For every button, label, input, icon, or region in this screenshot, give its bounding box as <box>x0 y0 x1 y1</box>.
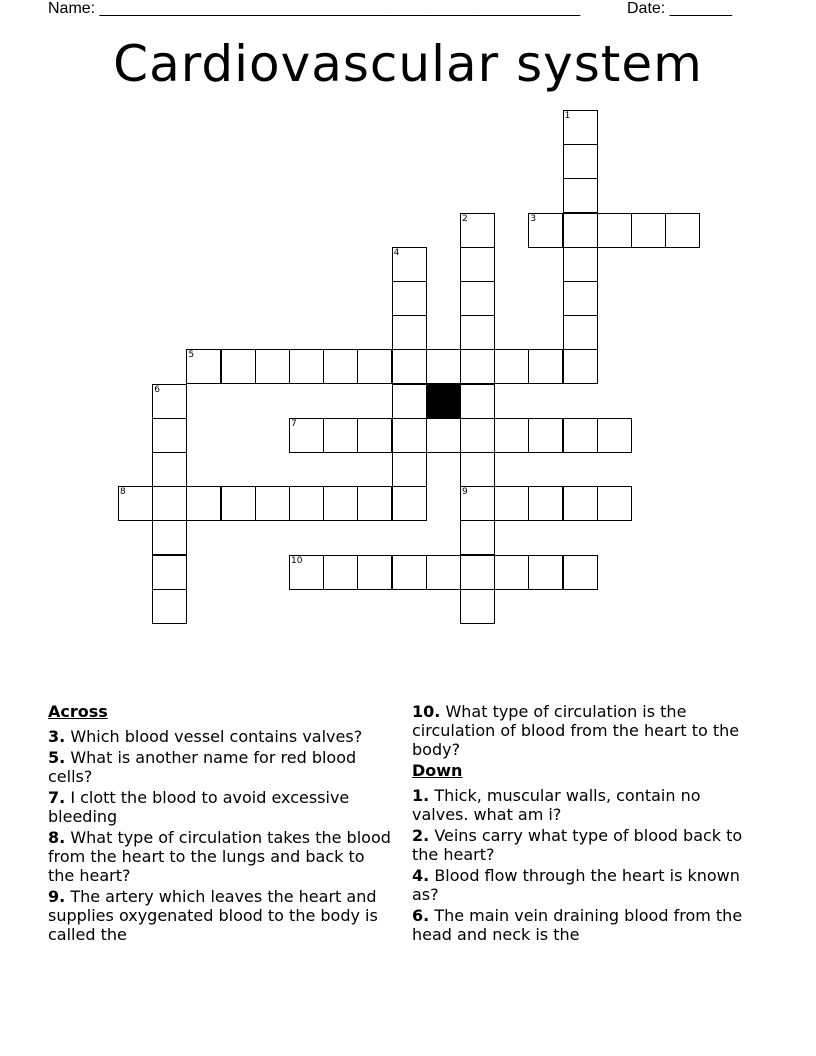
grid-cell[interactable] <box>357 349 392 384</box>
clue-text: What type of circulation takes the blood from the heart to the lungs and back to the heart? <box>48 828 391 885</box>
clue-number: 6 <box>154 384 160 395</box>
clue-num: 5. <box>48 748 66 767</box>
clue-text: I clott the blood to avoid excessive bleeding <box>48 788 350 826</box>
grid-cell[interactable] <box>563 178 598 213</box>
grid-cell[interactable] <box>323 349 358 384</box>
grid-cell[interactable] <box>289 486 324 521</box>
date-line[interactable]: _______ <box>669 0 732 17</box>
clue-item <box>412 786 762 824</box>
across-clue-list <box>48 727 393 944</box>
grid-cell[interactable] <box>494 555 529 590</box>
grid-cell[interactable] <box>152 520 187 555</box>
grid-cell[interactable] <box>426 555 461 590</box>
grid-cell[interactable] <box>563 486 598 521</box>
grid-cell[interactable] <box>563 315 598 350</box>
grid-cell[interactable] <box>392 418 427 453</box>
grid-cell[interactable] <box>665 213 700 248</box>
clue-num: 2. <box>412 826 430 845</box>
clue-item <box>48 727 393 746</box>
grid-cell[interactable] <box>426 349 461 384</box>
grid-cell[interactable] <box>460 247 495 282</box>
down-heading: Down <box>412 761 463 780</box>
grid-cell[interactable] <box>152 418 187 453</box>
clue-number: 2 <box>462 213 468 224</box>
grid-cell[interactable] <box>426 418 461 453</box>
clue-number: 9 <box>462 487 468 498</box>
grid-cell[interactable] <box>392 555 427 590</box>
clue-number: 1 <box>564 111 571 121</box>
down-clue-list <box>412 786 762 944</box>
clue-item <box>412 866 762 904</box>
grid-cell-2[interactable] <box>460 213 495 248</box>
grid-cell[interactable] <box>528 486 563 521</box>
clue-item <box>48 887 393 944</box>
grid-cell[interactable] <box>392 281 427 316</box>
clue-num: 7. <box>48 788 66 807</box>
name-line[interactable]: ______________________________________________________ <box>99 0 581 17</box>
clue-num: 8. <box>48 828 66 847</box>
grid-cell-10[interactable] <box>289 555 324 590</box>
clue-num: 4. <box>412 866 430 885</box>
clue-item <box>412 826 762 864</box>
clue-num: 6. <box>412 906 430 925</box>
grid-cell[interactable] <box>563 349 598 384</box>
grid-cell[interactable] <box>460 520 495 555</box>
grid-cell[interactable] <box>563 213 598 248</box>
clue-text: What type of circulation is the circulation of blood from the heart to the body? <box>412 702 740 759</box>
grid-cell[interactable] <box>323 486 358 521</box>
grid-cell[interactable] <box>528 418 563 453</box>
grid-cell[interactable] <box>392 315 427 350</box>
page-title: Cardiovascular system <box>113 35 703 93</box>
across-heading: Across <box>48 702 108 721</box>
grid-cell-8[interactable] <box>118 486 153 521</box>
clue-text: Veins carry what type of blood back to the heart? <box>412 826 743 864</box>
grid-cell-6[interactable] <box>152 384 187 419</box>
clue-text: Blood flow through the heart is known as? <box>412 866 740 904</box>
clue-item <box>48 748 393 786</box>
grid-cell[interactable] <box>152 589 187 624</box>
clue-number: 7 <box>291 418 297 429</box>
grid-cell[interactable] <box>597 213 632 248</box>
clue-item <box>48 788 393 826</box>
grid-cell[interactable] <box>323 418 358 453</box>
grid-cell[interactable] <box>357 418 392 453</box>
grid-cell[interactable] <box>460 281 495 316</box>
grid-cell[interactable] <box>494 349 529 384</box>
across-clue-list-continued <box>412 702 762 759</box>
grid-cell[interactable] <box>563 247 598 282</box>
grid-cell[interactable] <box>357 486 392 521</box>
grid-cell[interactable] <box>528 555 563 590</box>
grid-cell[interactable] <box>494 486 529 521</box>
grid-cell[interactable] <box>255 486 290 521</box>
grid-cell[interactable] <box>494 418 529 453</box>
clue-text: Which blood vessel contains valves? <box>70 727 363 746</box>
clues-right-column <box>412 702 762 946</box>
clue-num: 9. <box>48 887 66 906</box>
grid-cell[interactable] <box>152 555 187 590</box>
grid-cell[interactable] <box>323 555 358 590</box>
grid-cell[interactable] <box>563 555 598 590</box>
clue-num: 10. <box>412 702 441 721</box>
grid-cell[interactable] <box>563 418 598 453</box>
grid-cell-7[interactable] <box>289 418 324 453</box>
clue-text: The main vein draining blood from the head and neck is the <box>412 906 743 944</box>
grid-cell[interactable] <box>528 349 563 384</box>
grid-cell[interactable] <box>597 486 632 521</box>
clue-item <box>412 906 762 944</box>
grid-cell[interactable] <box>563 144 598 179</box>
grid-cell[interactable] <box>221 349 256 384</box>
grid-cell[interactable] <box>392 486 427 521</box>
grid-cell[interactable] <box>460 384 495 419</box>
grid-cell-9[interactable] <box>460 486 495 521</box>
clue-text: Thick, muscular walls, contain no valves. what am i? <box>412 786 701 824</box>
grid-cell[interactable] <box>392 384 427 419</box>
grid-cell[interactable] <box>563 281 598 316</box>
clue-number: 10 <box>291 555 303 566</box>
date-label: Date: <box>627 0 666 17</box>
clue-item <box>412 702 762 759</box>
name-label: Name: <box>48 0 96 17</box>
grid-cell[interactable] <box>152 486 187 521</box>
grid-cell[interactable] <box>392 452 427 487</box>
grid-cell[interactable] <box>255 349 290 384</box>
clue-number: 5 <box>188 350 195 361</box>
clues-left-column <box>48 702 393 946</box>
clue-number: 8 <box>120 487 126 498</box>
grid-cell[interactable] <box>186 486 221 521</box>
grid-cell[interactable] <box>597 418 632 453</box>
grid-cell[interactable] <box>460 555 495 590</box>
grid-cell-5[interactable] <box>186 349 221 384</box>
grid-cell[interactable] <box>392 349 427 384</box>
clue-text: What is another name for red blood cells? <box>48 748 357 786</box>
clue-num: 3. <box>48 727 66 746</box>
grid-cell[interactable] <box>460 315 495 350</box>
grid-cell[interactable] <box>357 555 392 590</box>
grid-cell[interactable] <box>631 213 666 248</box>
grid-cell[interactable] <box>460 452 495 487</box>
grid-cell[interactable] <box>460 349 495 384</box>
grid-cell[interactable] <box>460 418 495 453</box>
grid-cell-4[interactable] <box>392 247 427 282</box>
clue-number: 3 <box>530 213 537 224</box>
grid-cell[interactable] <box>289 349 324 384</box>
clue-num: 1. <box>412 786 430 805</box>
black-square <box>426 384 460 418</box>
clue-text: The artery which leaves the heart and supplies oxygenated blood to the body is called the <box>48 887 378 944</box>
grid-cell[interactable] <box>152 452 187 487</box>
clue-number: 4 <box>393 247 400 258</box>
grid-cell[interactable] <box>221 486 256 521</box>
grid-cell-3[interactable] <box>528 213 563 248</box>
grid-cell-1[interactable] <box>563 110 598 145</box>
clue-item <box>48 828 393 885</box>
grid-cell[interactable] <box>460 589 495 624</box>
